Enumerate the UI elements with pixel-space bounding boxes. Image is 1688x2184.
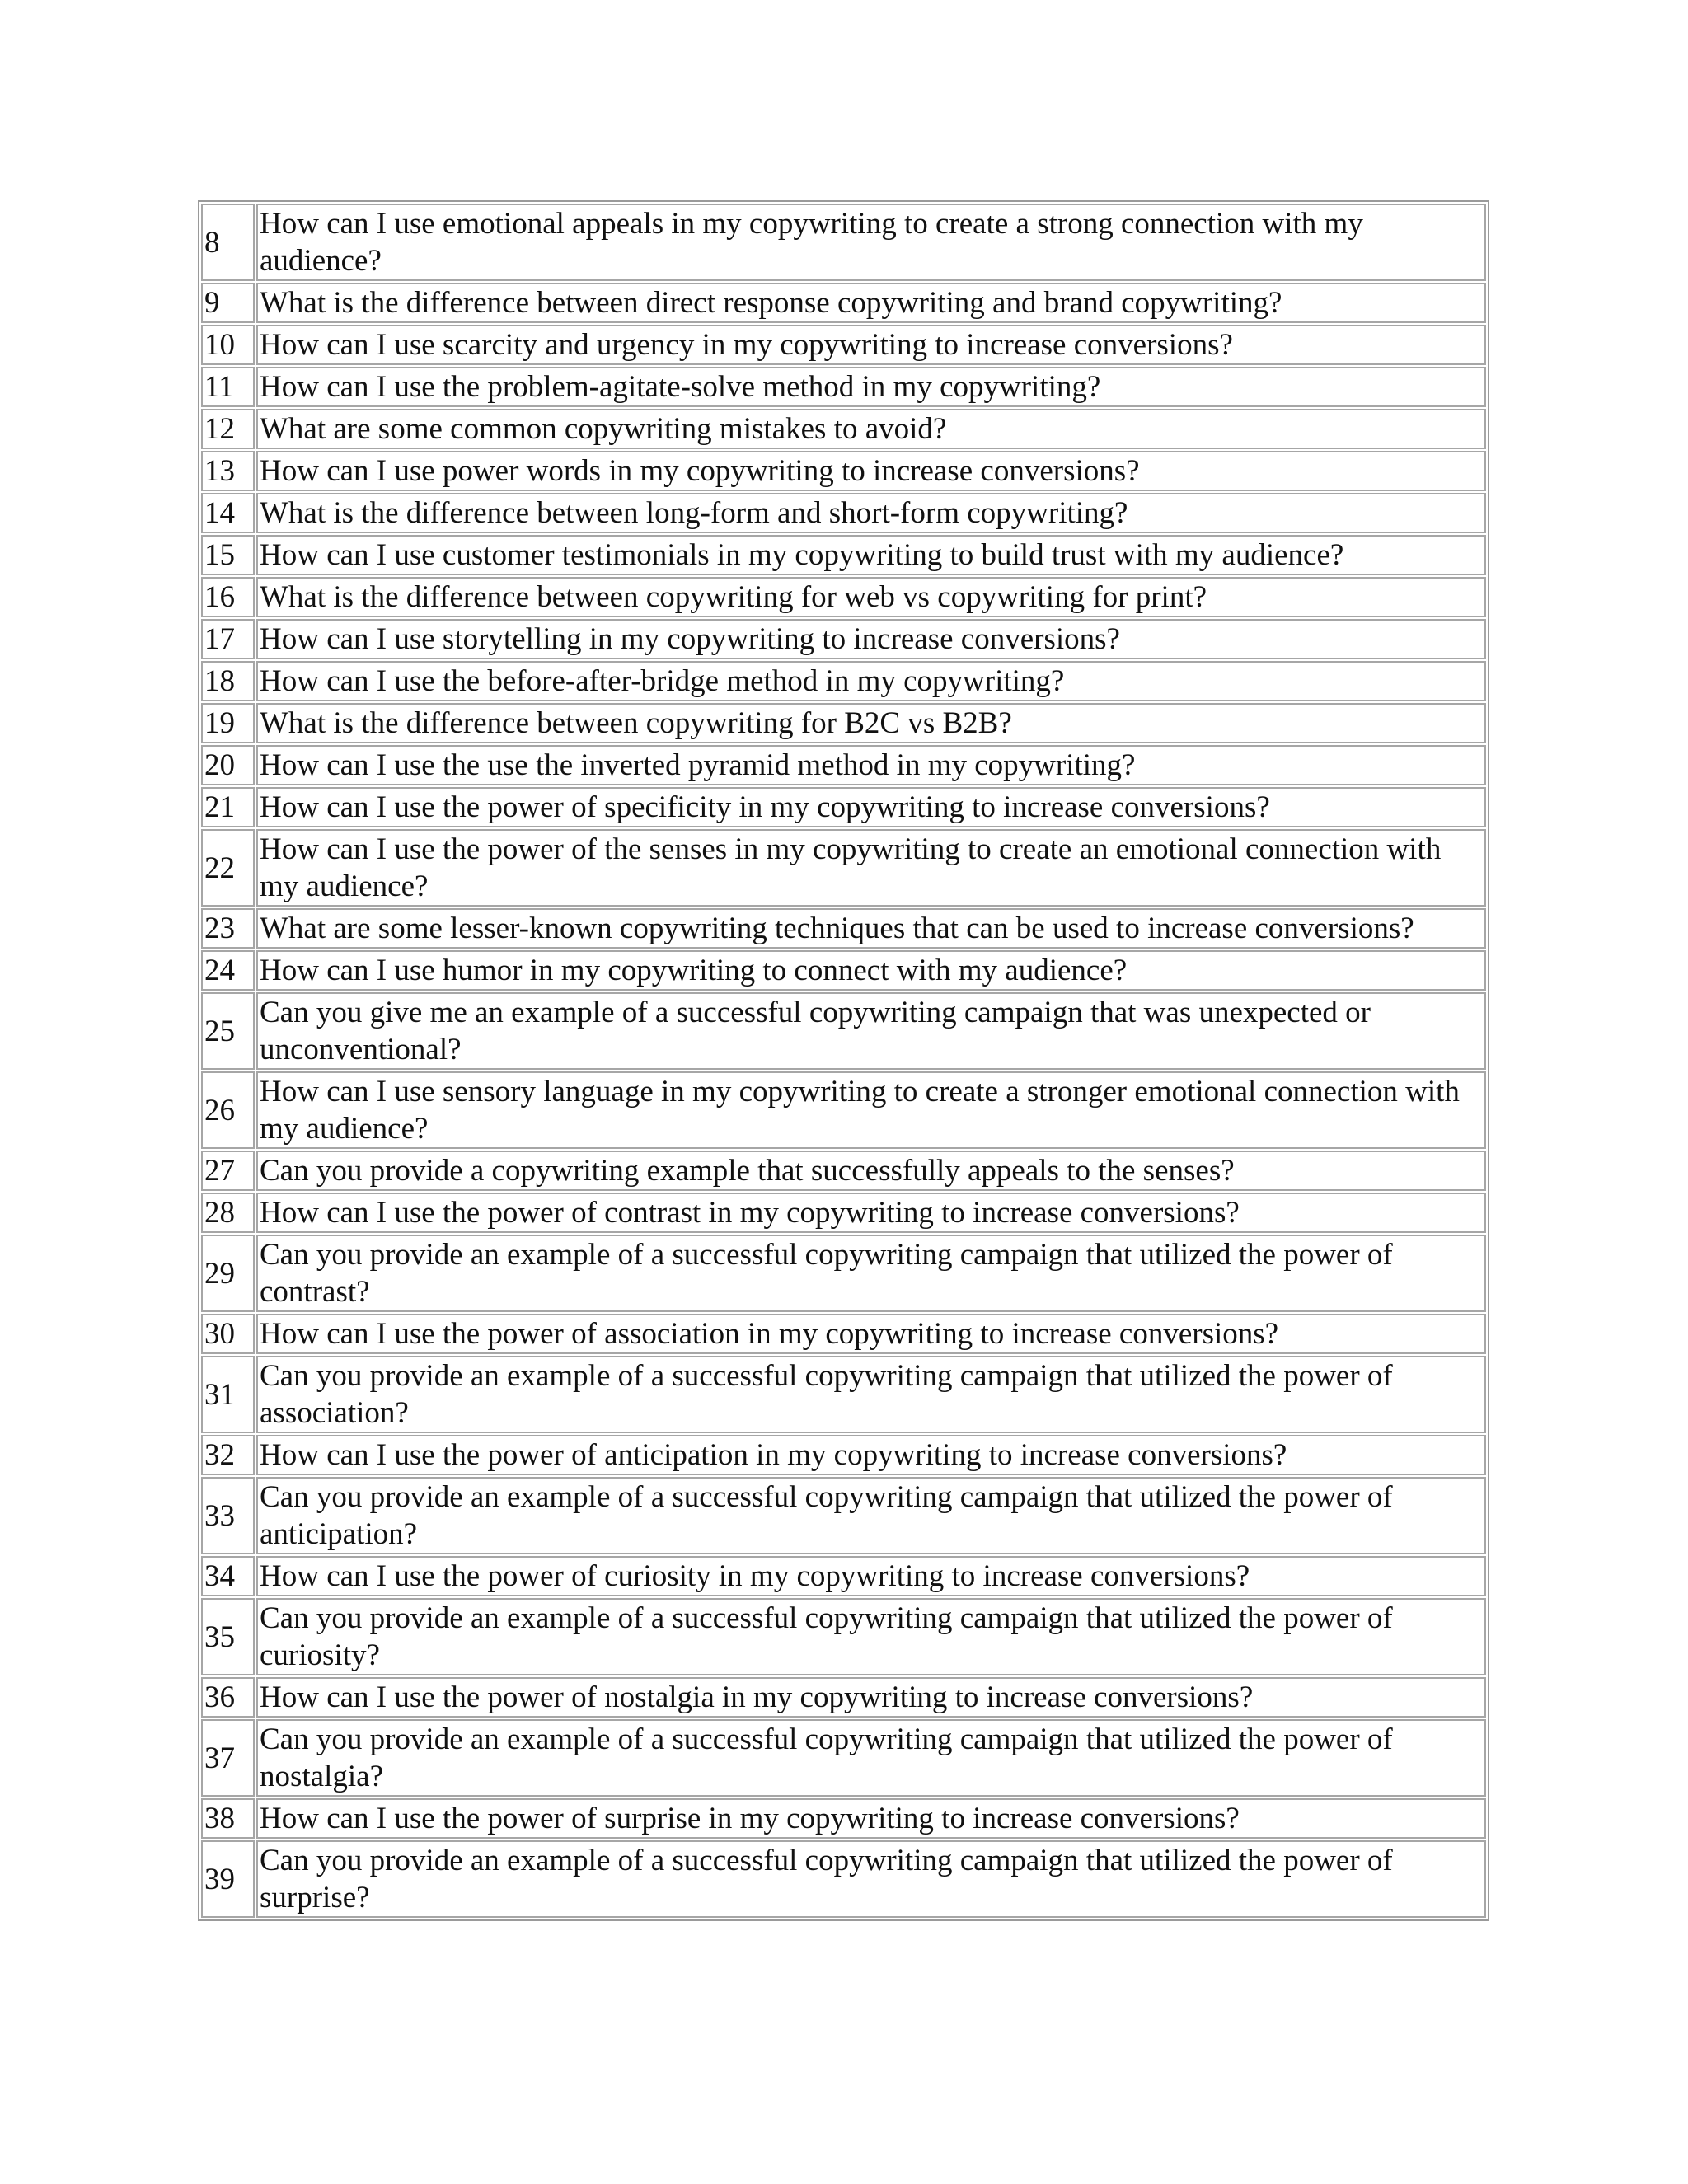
question-cell: How can I use the use the inverted pyramid method in my copywriting?: [256, 745, 1486, 785]
question-cell: What are some common copywriting mistakes to avoid?: [256, 409, 1486, 449]
row-number-cell: 25: [201, 992, 255, 1070]
row-number-cell: 34: [201, 1556, 255, 1596]
row-number-cell: 39: [201, 1840, 255, 1918]
question-cell: How can I use storytelling in my copywriting to increase conversions?: [256, 619, 1486, 659]
question-cell: How can I use the power of specificity in my copywriting to increase conversions?: [256, 787, 1486, 827]
question-cell: What is the difference between copywriting for B2C vs B2B?: [256, 703, 1486, 743]
question-cell: What are some lesser-known copywriting techniques that can be used to increase conversions?: [256, 908, 1486, 949]
table-row: [201, 409, 1486, 449]
table-row: [201, 1235, 1486, 1312]
row-number-cell: 35: [201, 1598, 255, 1675]
row-number-cell: 12: [201, 409, 255, 449]
question-cell: Can you provide a copywriting example that successfully appeals to the senses?: [256, 1151, 1486, 1191]
table-row: [201, 535, 1486, 575]
question-cell: What is the difference between direct response copywriting and brand copywriting?: [256, 283, 1486, 323]
row-number-cell: 20: [201, 745, 255, 785]
question-cell: How can I use emotional appeals in my copywriting to create a strong connection with my audience?: [256, 204, 1486, 281]
table-row: [201, 787, 1486, 827]
row-number-cell: 30: [201, 1314, 255, 1354]
question-cell: Can you provide an example of a successful copywriting campaign that utilized the power of curiosity?: [256, 1598, 1486, 1675]
question-cell: How can I use the power of anticipation in my copywriting to increase conversions?: [256, 1435, 1486, 1475]
question-cell: Can you provide an example of a successful copywriting campaign that utilized the power of nostalgia?: [256, 1719, 1486, 1797]
table-row: [201, 1151, 1486, 1191]
table-row: [201, 950, 1486, 991]
table-row: [201, 908, 1486, 949]
table-row: [201, 1356, 1486, 1433]
table-row: [201, 1798, 1486, 1839]
table-row: [201, 661, 1486, 701]
row-number-cell: 37: [201, 1719, 255, 1797]
row-number-cell: 15: [201, 535, 255, 575]
row-number-cell: 9: [201, 283, 255, 323]
table-row: [201, 1840, 1486, 1918]
question-cell: How can I use the before-after-bridge method in my copywriting?: [256, 661, 1486, 701]
row-number-cell: 28: [201, 1193, 255, 1233]
question-cell: Can you provide an example of a successful copywriting campaign that utilized the power of anticipation?: [256, 1477, 1486, 1554]
row-number-cell: 32: [201, 1435, 255, 1475]
table-row: [201, 829, 1486, 907]
question-cell: How can I use the power of association in my copywriting to increase conversions?: [256, 1314, 1486, 1354]
row-number-cell: 14: [201, 493, 255, 533]
row-number-cell: 38: [201, 1798, 255, 1839]
table-row: [201, 1677, 1486, 1718]
question-cell: How can I use power words in my copywriting to increase conversions?: [256, 451, 1486, 491]
question-cell: Can you provide an example of a successful copywriting campaign that utilized the power of contrast?: [256, 1235, 1486, 1312]
question-cell: How can I use sensory language in my copywriting to create a stronger emotional connection with my audience?: [256, 1071, 1486, 1149]
table-row: [201, 283, 1486, 323]
table-row: [201, 992, 1486, 1070]
question-cell: Can you provide an example of a successful copywriting campaign that utilized the power of surprise?: [256, 1840, 1486, 1918]
question-cell: Can you give me an example of a successful copywriting campaign that was unexpected or unconventional?: [256, 992, 1486, 1070]
question-cell: How can I use the problem-agitate-solve method in my copywriting?: [256, 367, 1486, 407]
table-row: [201, 1598, 1486, 1675]
row-number-cell: 19: [201, 703, 255, 743]
row-number-cell: 8: [201, 204, 255, 281]
table-row: [201, 367, 1486, 407]
question-cell: How can I use the power of the senses in my copywriting to create an emotional connection with my audience?: [256, 829, 1486, 907]
question-cell: How can I use the power of surprise in my copywriting to increase conversions?: [256, 1798, 1486, 1839]
row-number-cell: 27: [201, 1151, 255, 1191]
row-number-cell: 13: [201, 451, 255, 491]
row-number-cell: 36: [201, 1677, 255, 1718]
row-number-cell: 22: [201, 829, 255, 907]
question-cell: How can I use scarcity and urgency in my copywriting to increase conversions?: [256, 325, 1486, 365]
table-row: [201, 577, 1486, 617]
question-cell: How can I use humor in my copywriting to connect with my audience?: [256, 950, 1486, 991]
table-row: [201, 325, 1486, 365]
table-row: [201, 703, 1486, 743]
question-cell: Can you provide an example of a successful copywriting campaign that utilized the power of association?: [256, 1356, 1486, 1433]
row-number-cell: 33: [201, 1477, 255, 1554]
question-cell: What is the difference between copywriting for web vs copywriting for print?: [256, 577, 1486, 617]
row-number-cell: 31: [201, 1356, 255, 1433]
table-row: [201, 1435, 1486, 1475]
row-number-cell: 16: [201, 577, 255, 617]
question-cell: How can I use the power of nostalgia in my copywriting to increase conversions?: [256, 1677, 1486, 1718]
question-cell: How can I use customer testimonials in my copywriting to build trust with my audience?: [256, 535, 1486, 575]
questions-table-body: [201, 204, 1486, 1918]
questions-table: [198, 200, 1489, 1921]
table-row: [201, 1071, 1486, 1149]
table-row: [201, 204, 1486, 281]
row-number-cell: 10: [201, 325, 255, 365]
row-number-cell: 26: [201, 1071, 255, 1149]
table-row: [201, 1314, 1486, 1354]
table-row: [201, 451, 1486, 491]
row-number-cell: 11: [201, 367, 255, 407]
row-number-cell: 24: [201, 950, 255, 991]
row-number-cell: 17: [201, 619, 255, 659]
row-number-cell: 29: [201, 1235, 255, 1312]
row-number-cell: 18: [201, 661, 255, 701]
table-row: [201, 619, 1486, 659]
question-cell: How can I use the power of curiosity in my copywriting to increase conversions?: [256, 1556, 1486, 1596]
question-cell: How can I use the power of contrast in my copywriting to increase conversions?: [256, 1193, 1486, 1233]
row-number-cell: 23: [201, 908, 255, 949]
table-row: [201, 1556, 1486, 1596]
question-cell: What is the difference between long-form and short-form copywriting?: [256, 493, 1486, 533]
table-row: [201, 1477, 1486, 1554]
table-row: [201, 745, 1486, 785]
table-row: [201, 1719, 1486, 1797]
table-row: [201, 1193, 1486, 1233]
row-number-cell: 21: [201, 787, 255, 827]
table-row: [201, 493, 1486, 533]
